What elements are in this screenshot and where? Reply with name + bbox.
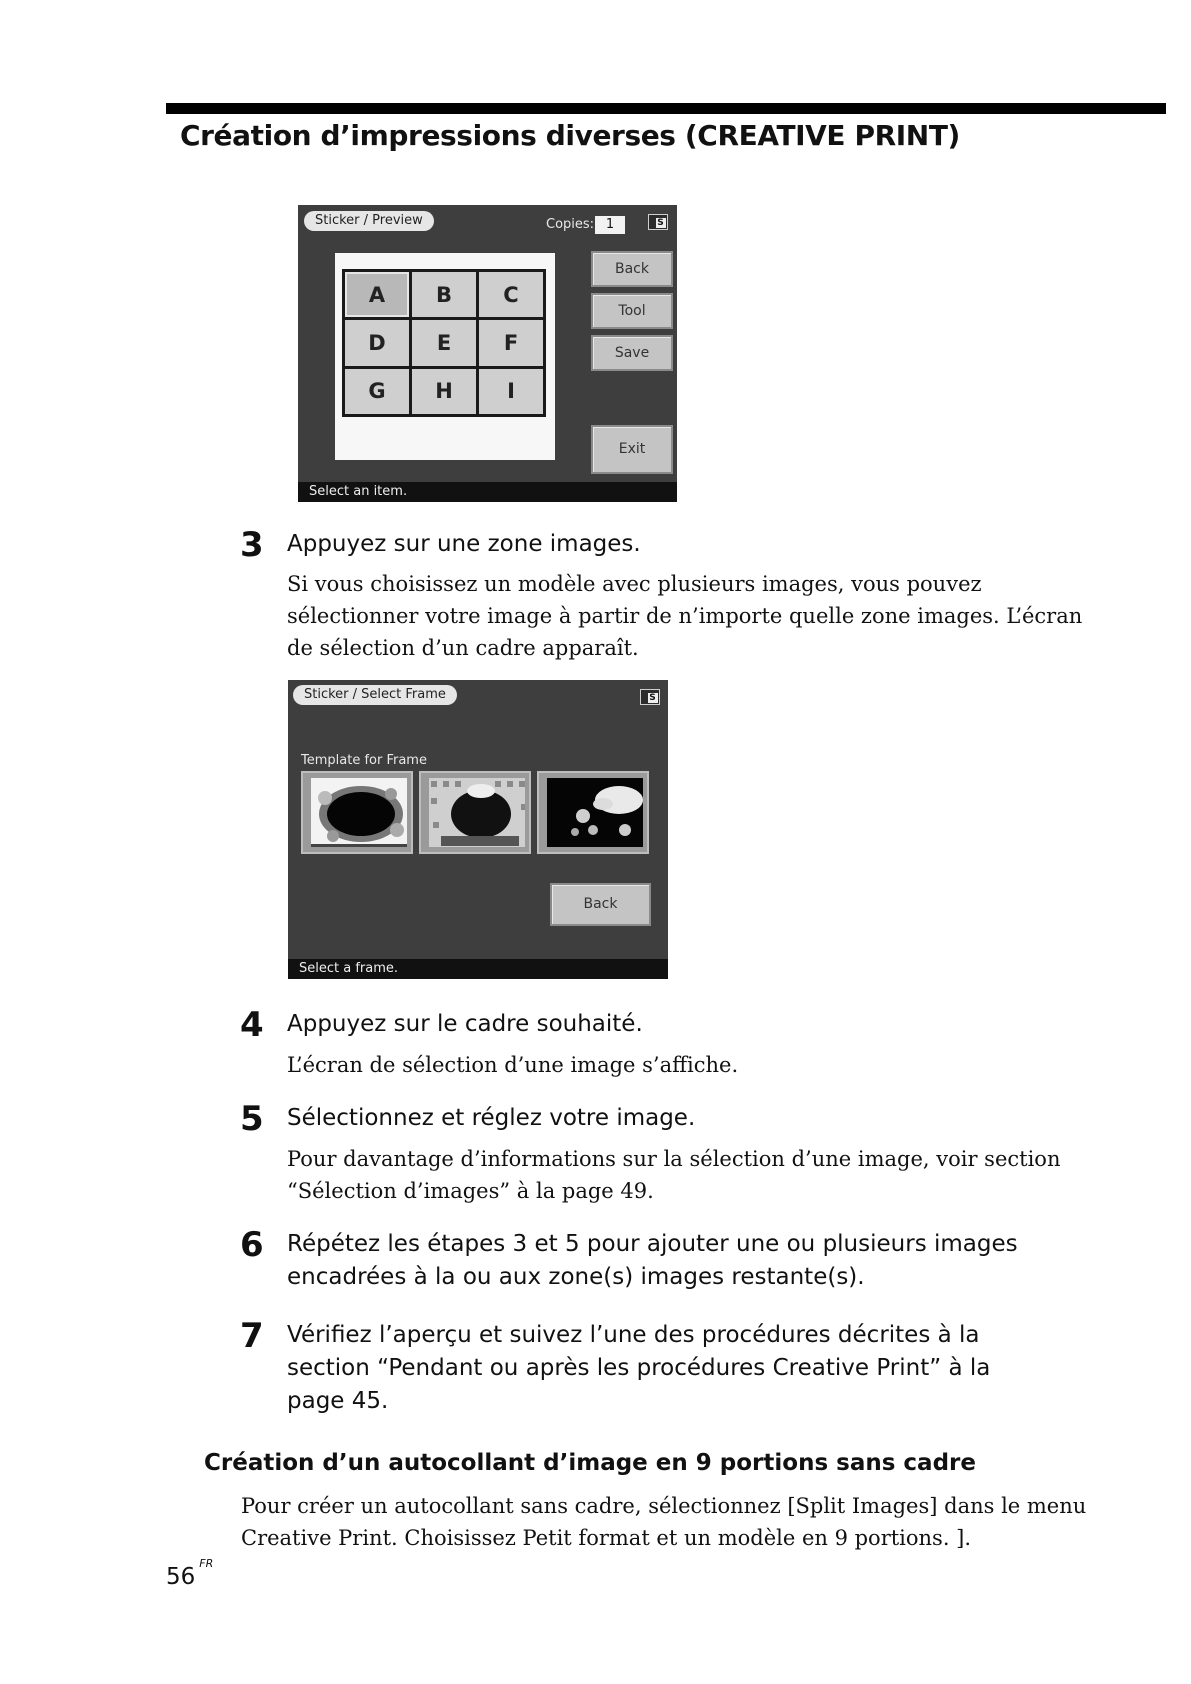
preview-area	[335, 253, 555, 460]
frame-thumbnail-3	[547, 778, 643, 847]
language-code: FR	[199, 1557, 214, 1571]
step-5-number: 5	[240, 1099, 264, 1139]
sticker-select-frame-screen	[288, 680, 668, 979]
step-5-description: Pour davantage d’informations sur la sélection d’une image, voir section “Sélection d’images” à la page 49.	[287, 1147, 1061, 1203]
mode-label: Sticker / Select Frame	[293, 685, 457, 705]
tool-button[interactable]: Tool	[591, 293, 673, 329]
copies-label: Copies:	[546, 217, 595, 232]
grid-cell-h[interactable]: H	[412, 369, 476, 414]
nine-split-grid	[342, 269, 546, 417]
subsection-description: Pour créer un autocollant sans cadre, sélectionnez [Split Images] dans le menu Creative Print. Choisissez Petit format et un modèle en 9 portions. ].	[241, 1494, 1087, 1550]
exit-button[interactable]: Exit	[591, 425, 673, 474]
size-small-icon: S	[640, 689, 660, 705]
page-number: $56^{FR}$	[166, 1557, 214, 1590]
section-title: Création d’impressions diverses (CREATIVE PRINT)	[180, 119, 960, 152]
frame-template-2[interactable]	[419, 771, 531, 854]
step-3-number: 3	[240, 525, 264, 565]
step-3-heading: Appuyez sur une zone images.	[287, 531, 641, 557]
subsection-title: Création d’un autocollant d’image en 9 portions sans cadre	[204, 1450, 976, 1476]
copies-value[interactable]: 1	[595, 216, 625, 234]
sticker-preview-screen	[298, 205, 677, 502]
grid-cell-d[interactable]: D	[345, 320, 409, 365]
step-7-number: 7	[240, 1316, 264, 1356]
grid-cell-a[interactable]: A	[345, 272, 409, 317]
step-4-number: 4	[240, 1005, 264, 1045]
mode-label: Sticker / Preview	[304, 211, 434, 231]
back-button[interactable]: Back	[591, 251, 673, 287]
status-bar: Select an item.	[298, 482, 677, 502]
frame-template-1[interactable]	[301, 771, 413, 854]
grid-cell-f[interactable]: F	[479, 320, 543, 365]
frame-thumbnail-1	[311, 778, 407, 847]
size-small-icon: S	[648, 214, 668, 230]
step-4-heading: Appuyez sur le cadre souhaité.	[287, 1011, 643, 1037]
grid-cell-i[interactable]: I	[479, 369, 543, 414]
step-6-heading: Répétez les étapes 3 et 5 pour ajouter une ou plusieurs images encadrées à la ou aux zone(s) images restante(s).	[287, 1231, 1018, 1290]
grid-cell-g[interactable]: G	[345, 369, 409, 414]
step-7-heading: Vérifiez l’aperçu et suivez l’une des procédures décrites à la section “Pendant ou après les procédures Creative Print” à la page 45.	[287, 1322, 991, 1414]
status-bar: Select a frame.	[288, 959, 668, 979]
template-label: Template for Frame	[301, 753, 427, 768]
step-3-description: Si vous choisissez un modèle avec plusieurs images, vous pouvez sélectionner votre image à partir de n’importe quelle zone images. L’écran de sélection d’un cadre apparaît.	[287, 572, 1083, 660]
grid-cell-c[interactable]: C	[479, 272, 543, 317]
save-button[interactable]: Save	[591, 335, 673, 371]
header-rule	[166, 103, 1166, 114]
frame-template-3[interactable]	[537, 771, 649, 854]
step-5-heading: Sélectionnez et réglez votre image.	[287, 1105, 696, 1131]
step-4-description: L’écran de sélection d’une image s’affiche.	[287, 1053, 739, 1077]
step-6-number: 6	[240, 1225, 264, 1265]
grid-cell-e[interactable]: E	[412, 320, 476, 365]
grid-cell-b[interactable]: B	[412, 272, 476, 317]
frame-thumbnail-2	[429, 778, 525, 847]
back-button[interactable]: Back	[550, 883, 651, 926]
